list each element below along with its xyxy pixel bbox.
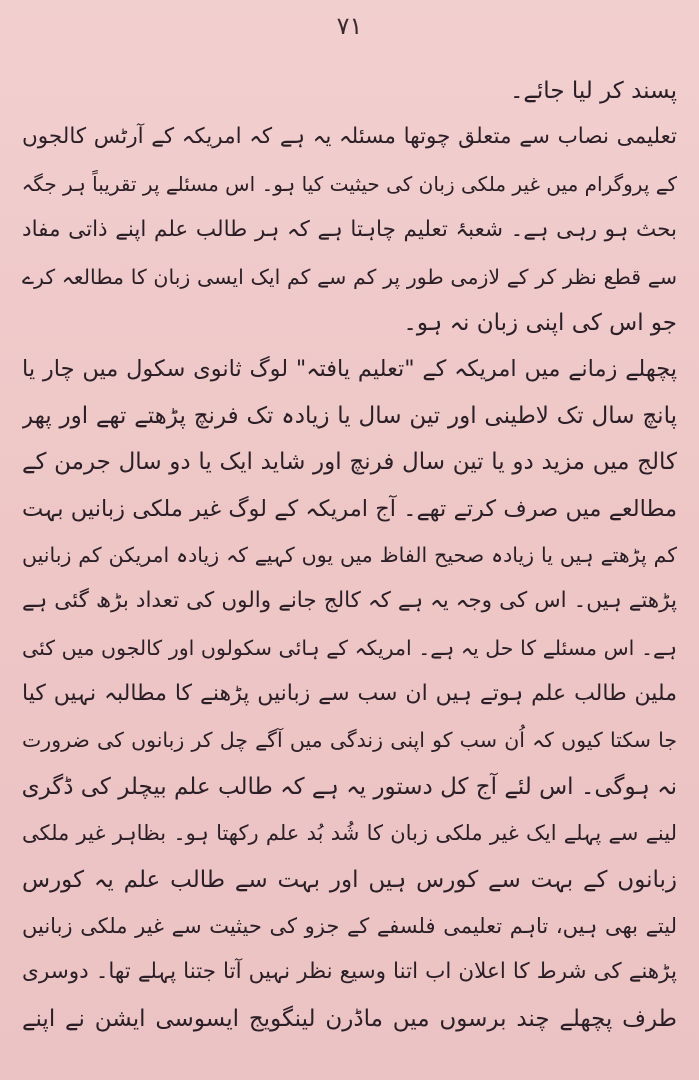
- text-line: جا سکتا کیوں کہ اُن سب کو اپنی زندگی میں آگے چل کر زبانوں کی ضرورت: [22, 728, 677, 753]
- text-line: پڑھتے ہیں۔ اس کی وجہ یہ ہے کہ کالج جانے والوں کی تعداد بڑھ گئی ہے: [22, 588, 677, 614]
- text-line: پڑھنے کی شرط کا اعلان اب اتنا وسیع نظر نہیں آتا جتنا پہلے تھا۔ دوسری: [22, 959, 677, 985]
- text-line: پانچ سال تک لاطینی اور تین سال یا زیادہ تک فرنچ پڑھتے تھے اور پھر: [22, 402, 677, 429]
- text-line: کم پڑھتے ہیں یا زیادہ صحیح الفاظ میں یوں کہیے کہ زیادہ امریکن کم زبانیں: [22, 542, 677, 567]
- text-line: ہے۔ اس مسئلے کا حل یہ ہے۔ امریکہ کے ہائی سکولوں اور کالجوں میں کئی: [22, 635, 677, 660]
- text-line: سے قطع نظر کر کے لازمی طور پر کم سے کم ایک ایسی زبان کا مطالعہ کرے: [22, 264, 677, 289]
- text-line: کالج میں مزید دو یا تین سال فرنچ اور شاید ایک یا دو سال جرمن کے: [22, 449, 677, 476]
- text-line: لینے سے پہلے ایک غیر ملکی زبان کا شُد بُد علم رکھتا ہو۔ بظاہر غیر ملکی: [22, 821, 677, 846]
- text-line: مطالعے میں صرف کرتے تھے۔ آج امریکہ کے لوگ غیر ملکی زبانیں بہت: [22, 495, 677, 522]
- text-line: جو اس کی اپنی زبان نہ ہو۔: [403, 309, 677, 336]
- page-number: ۷۱: [336, 12, 363, 40]
- text-line: پسند کر لیا جائے۔: [509, 78, 677, 104]
- text-line: نہ ہوگی۔ اس لئے آج کل دستور یہ ہے کہ طالب علم بیچلر کی ڈگری: [22, 773, 677, 800]
- body-text: [22, 68, 677, 1042]
- text-line: لیتے بھی ہیں، تاہم تعلیمی فلسفے کے جزو کی حیثیت سے غیر ملکی زبانیں: [22, 914, 677, 939]
- text-line: بحث ہو رہی ہے۔ شعبۂ تعلیم چاہتا ہے کہ ہر طالب علم اپنے ذاتی مفاد: [22, 217, 677, 243]
- text-line: ملین طالب علم ہوتے ہیں ان سب سے زبانیں پڑھنے کا مطالبہ نہیں کیا: [22, 681, 677, 707]
- text-line: کے پروگرام میں غیر ملکی زبان کی حیثیت کیا ہو۔ اس مسئلے پر تقریباً ہر جگہ: [22, 171, 677, 196]
- text-line: تعلیمی نصاب سے متعلق چوتھا مسئلہ یہ ہے کہ امریکہ کے آرٹس کالجوں: [22, 124, 677, 150]
- text-line: طرف پچھلے چند برسوں میں ماڈرن لینگویج ایسوسی ایشن نے اپنے: [22, 1005, 677, 1032]
- text-line: پچھلے زمانے میں امریکہ کے "تعلیم یافتہ" لوگ ثانوی سکول میں چار یا: [22, 356, 677, 383]
- text-line: زبانوں کے بہت سے کورس ہیں اور بہت سے طالب علم یہ کورس: [22, 866, 677, 893]
